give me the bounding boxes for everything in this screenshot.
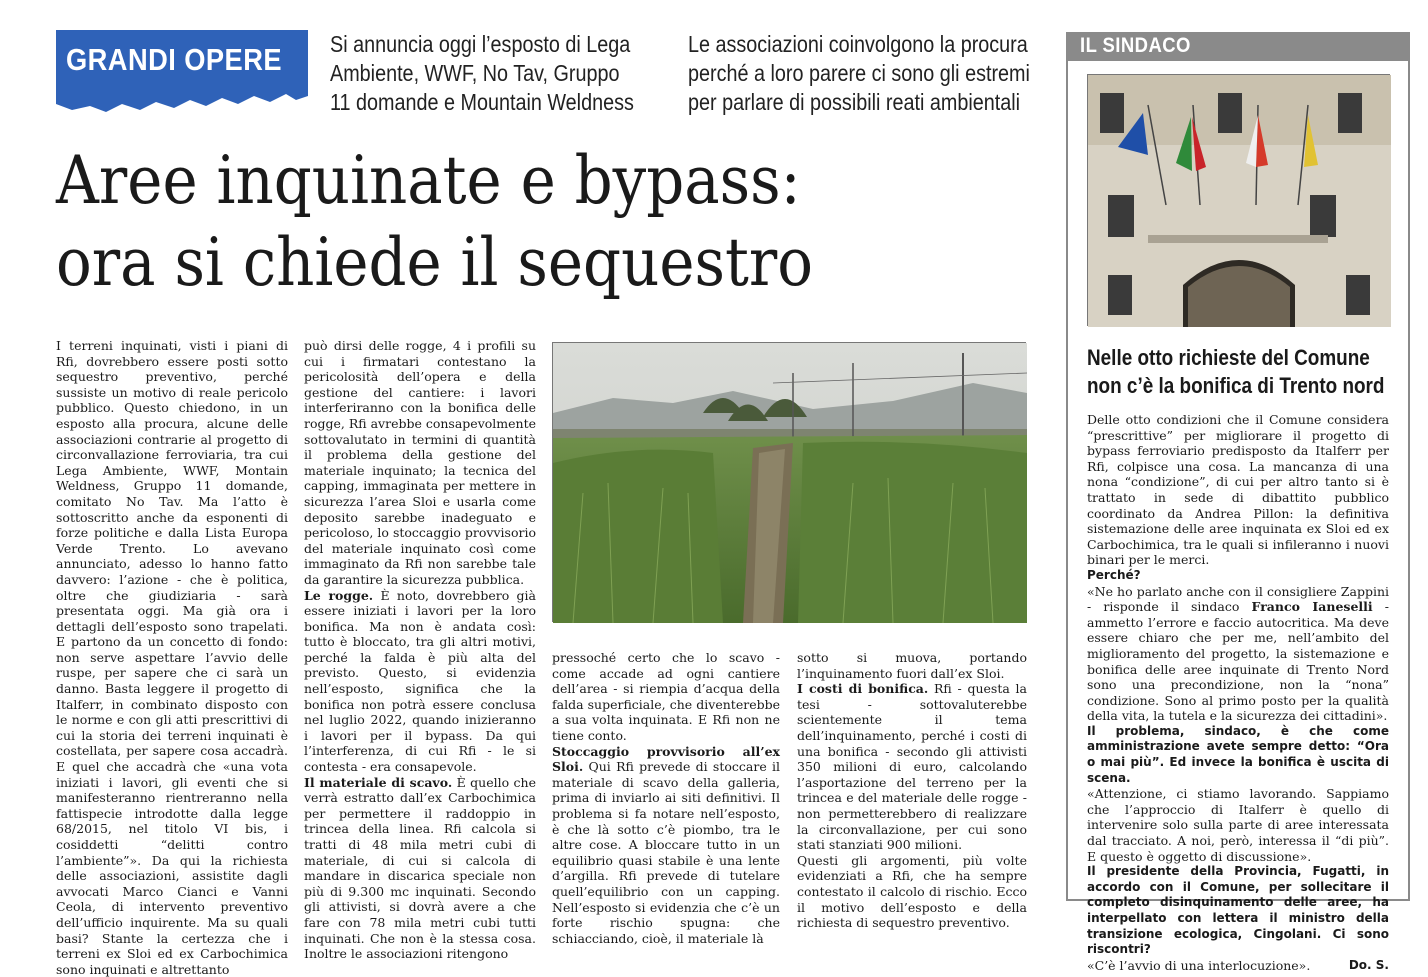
town-hall-illustration	[1088, 75, 1391, 327]
article-paragraph: può dirsi delle rogge, 4 i profili su cui i firmatari contestano la pericolosità dell’opera e della gestione del cantiere: i lavori interferiranno con la bonifica delle rogge, Rfi avrebbe consapevolmente sottovalutato in termini di quantità il problema della gestione del materiale inquinato; la tecnica del capping, immaginata per mettere in sicurezza l’area Sloi e usarla come deposito sarebbe inadeguato e pericoloso, lo stoccaggio provvisorio del materiale inquinato così come immaginato da Rfi non sarebbe tale da garantire la sicurezza pubblica.	[304, 338, 536, 587]
article-paragraph: È noto, dovrebbero già essere iniziati i lavori per la loro bonifica. Ma non è andata così: tutto è bloccato, tra gli altri motivi, perché la falda è più alta del previsto. Questo, si evidenzia nell’esposto, significa che la bonifica non potrà essere conclusa nel luglio 2022, quando inizieranno i lavori per il bypass. Da qui l’interferenza, di cui Rfi - le si contesta - era consapevole.	[304, 587, 536, 775]
subhead-materiale-scavo: Il materiale di scavo.	[304, 774, 453, 790]
kicker-left-line: 11 domande e Mountain Weldness	[330, 89, 634, 115]
interview-answer	[1087, 584, 1389, 724]
subhead-rogge: Le rogge.	[304, 587, 374, 603]
sidebar-headline-line: Nelle otto richieste del Comune	[1087, 345, 1370, 370]
subhead-costi-bonifica: I costi di bonifica.	[797, 681, 929, 697]
article-paragraph: È quello che verrà estratto dall’ex Carbochimica per permettere il raddoppio in trincea della linea. Rfi calcola si tratti di 48 mila metri cubi di materiale, di cui si calcola di mandare in discarica speciale non più di 9.300 mc inquinati. Secondo gli attivisti, si dovrà avere a che fare con 78 mila metri cubi tutti inquinati. Che non è la stessa cosa. Inoltre le associazioni ritengono	[304, 774, 536, 962]
sidebar-headline-line: non c’è la bonifica di Trento nord	[1087, 373, 1385, 398]
answer-text: «C’è l’avvio di una interlocuzione».	[1087, 957, 1311, 973]
interview-question: Il problema, sindaco, è che come amministrazione avete sempre detto: “Ora o mai più”. Ed invece la bonifica è uscita di scena.	[1087, 723, 1389, 785]
section-label: GRANDI OPERE	[66, 42, 282, 77]
headline-line: ora si chiede il sequestro	[56, 224, 814, 301]
article-photo	[552, 342, 1026, 622]
kicker-right-line: per parlare di possibili reati ambientali	[688, 89, 1021, 115]
interview-question: Il presidente della Provincia, Fugatti, in accordo con il Comune, per sollecitare il completo disinquinamento delle aree, ha interpellato con lettera il ministro della transizione ecologica, Cingolani. Ci sono riscontri?	[1087, 864, 1389, 957]
article-paragraph: Qui Rfi prevede di stoccare il materiale di scavo della galleria, prima di inviarlo ai siti definitivi. Il problema si fa notare nell’esposto, è che là sotto c’è piombo, tra le altre cose. A bloccare tutto in un equilibrio quasi stabile è una lente d’argilla. Rfi prevede di tutelare quell’equilibrio con un capping. Nell’esposto si evidenzia che c’è un forte rischio spugna: che schiacciando, cioè, il materiale là	[552, 759, 780, 946]
article-column-1	[56, 338, 288, 977]
subhead-stoccaggio: Stoccaggio provvisorio all’ex Sloi.	[552, 743, 780, 775]
article-paragraph: Rfi - questa la tesi - sottovaluterebbe scientemente il tema dell’inquinamento, perché i costi di una bonifica - secondo gli attivisti 350 milioni di euro, calcolando l’asportazione del terreno per la trincea e del materiale delle rogge - non permetterebbero di realizzare la circonvallazione, per cui sono stati stanziati 900 milioni.	[797, 681, 1027, 853]
kicker-left	[330, 30, 634, 117]
interview-answer: «Attenzione, ci stiamo lavorando. Sappiamo che l’approccio di Italferr è quello di intervenire solo sulla parte di aree interessata dal tracciato. A noi, però, interessa il “di più”. E questo è oggetto di discussione».	[1087, 786, 1389, 864]
kicker-left-line: Ambiente, WWF, No Tav, Gruppo	[330, 60, 620, 86]
article-paragraph: sotto si muova, portando l’inquinamento fuori dall’ex Sloi.	[797, 650, 1027, 681]
sidebar-intro: Delle otto condizioni che il Comune considera “prescrittive” per migliorare il progetto di bypass ferroviario predisposto da Italferr per Rfi, colpisce una cosa. La mancanza di una nona “condizione”, di cui per altro tanto si è trattato in sede di dibattito pubblico coordinato da Andrea Pillon: la definitiva sistemazione delle aree inquinata ex Sloi ed ex Carbochimica, tra le quali si infileranno i nuovi binari per le merci.	[1087, 412, 1389, 568]
sidebar-headline	[1087, 344, 1384, 400]
author-signature: Do. S.	[1348, 957, 1389, 972]
article-paragraph: Questi gli argomenti, più volte evidenziati a Rfi, che ha sempre contestato il calcolo di rischio. Ecco il motivo dell’esposto e della richiesta di sequestro preventivo.	[797, 852, 1027, 931]
kicker-left-line: Si annuncia oggi l’esposto di Lega	[330, 31, 631, 57]
article-paragraph: I terreni inquinati, visti i piani di Rfi, dovrebbero essere posti sotto sequestro preventivo, perché sussiste un motivo di reale pericolo pubblico. Questo chiedono, in un esposto alla procura, alcune delle associazioni contrarie al progetto di circonvallazione ferroviaria, tra cui Lega Ambiente, WWF, Montain Weldness, Gruppo 11 domande, comitato No Tav. Ma l’atto è sottoscritto anche da esponenti di forze politiche e dalla Lista Europa Verde Trento. Lo avevano annunciato, adesso lo hanno fatto davvero: l’azione - che è politica, oltre che giudiziaria - sarà presentata oggi. Ma già ora i dettagli dell’esposto sono trapelati. E partono da un concetto di fondo: non serve aspettare l’avvio delle ruspe, per sapere che ci sarà un danno. Basta leggere il progetto di Italferr, in combinato disposto con le norme e con gli atti prescrittivi di cui la storia dei terreni inquinati è costellata, per sapere cosa accadrà. E quel che accadrà che «una vota iniziati i lavori, gli eventi che si manifesteranno rientreranno nella fattispecie introdotte dalla legge 68/2015, nel titolo VI bis, i cosiddetti “delitti contro l’ambiente”». Da qui la richiesta delle associazioni, assistite dagli avvocati Marco Cianci e Vanni Ceola, di intervento preventivo dell’ufficio inquirente. Ma su quali basi? Stante la certezza che i terreni ex Sloi ed ex Carbochimica sono inquinati e altrettanto	[56, 338, 288, 977]
sidebar-photo	[1087, 74, 1390, 326]
interview-answer	[1087, 958, 1389, 974]
answer-text: «Ne ho parlato anche con il consigliere Zappini - risponde il sindaco	[1087, 583, 1389, 615]
sidebar-tab	[1066, 32, 1410, 61]
article-column-2	[304, 338, 536, 962]
headline-line: Aree inquinate e bypass:	[56, 142, 801, 219]
headline	[56, 140, 813, 304]
kicker-right-line: perché a loro parere ci sono gli estremi	[688, 60, 1030, 86]
sidebar-tab-label: IL SINDACO	[1080, 34, 1191, 57]
interview-question: Perché?	[1087, 567, 1141, 582]
answer-text: - ammetto l’errore e faccio autocritica. Ma deve essere chiaro che per me, nell’ambito del miglioramento del progetto, la sistemazione e bonifica delle aree inquinate di Trento Nord sono una precondizione, non la “nona” condizione. Sono al primo posto per la qualità della vita, la tutela e la sicurezza dei cittadini».	[1087, 599, 1390, 724]
railway-grass-illustration	[553, 343, 1027, 623]
mayor-name: Franco Ianeselli	[1251, 599, 1373, 615]
kicker-right-line: Le associazioni coinvolgono la procura	[688, 31, 1028, 57]
section-badge	[56, 30, 308, 112]
sidebar-interview	[1087, 412, 1390, 973]
article-column-3	[552, 650, 780, 946]
article-paragraph: pressoché certo che lo scavo - come accade ad ogni cantiere dell’area - si riempia d’acqua della falda superficiale, che diventerebbe a sua volta inquinata. E Rfi non ne tiene conto.	[552, 650, 780, 743]
article-column-4	[797, 650, 1027, 931]
kicker-right	[688, 30, 1030, 117]
